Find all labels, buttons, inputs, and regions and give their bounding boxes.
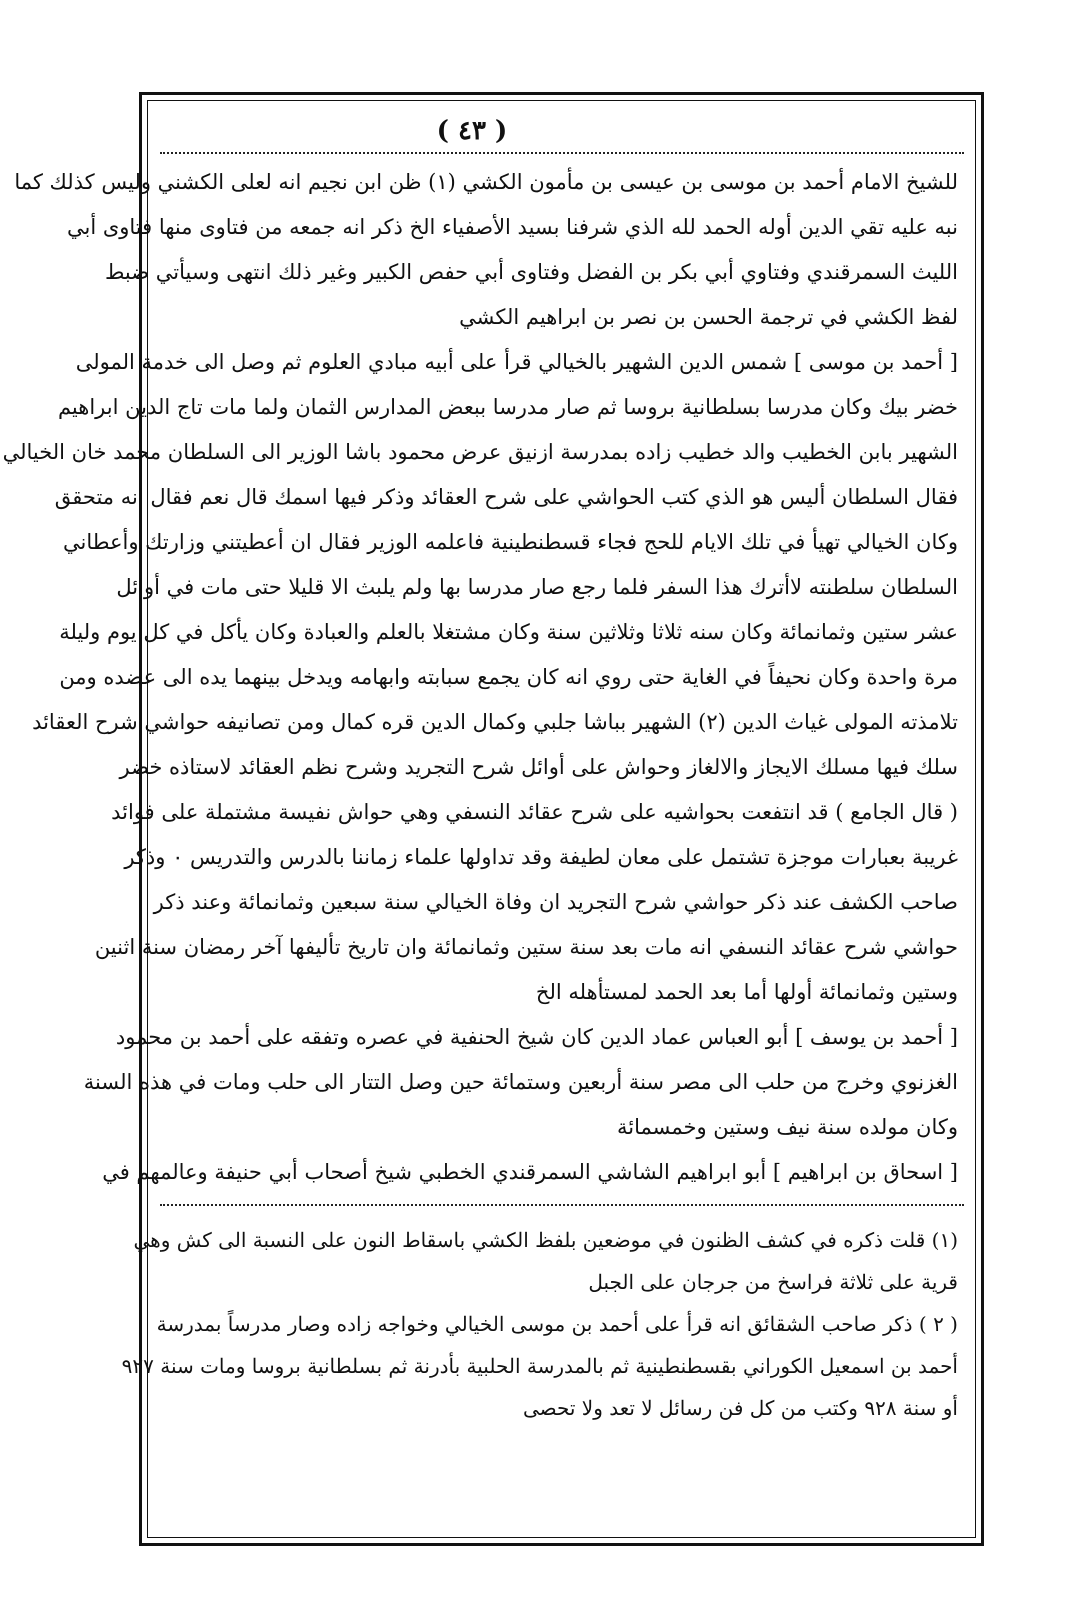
body-line: الشهير بابن الخطيب والد خطيب زاده بمدرسة ازنيق عرض محمود باشا الوزير الى السلطان محمد خان الخيالي bbox=[2, 440, 958, 464]
footnote-line: ( ٢ ) ذكر صاحب الشقائق انه قرأ على أحمد بن موسى الخيالي وخواجه زاده وصار مدرساً بمدرسة bbox=[156, 1312, 958, 1336]
body-line: خضر بيك وكان مدرسا بسلطانية بروسا ثم صار مدرسا ببعض المدارس الثمان ولما مات تاج الدين ابراهيم bbox=[57, 395, 958, 419]
header-rule bbox=[160, 152, 964, 154]
body-line: صاحب الكشف عند ذكر حواشي شرح التجريد ان وفاة الخيالي سنة سبعين وثمانمائة وعند ذكر bbox=[153, 890, 958, 914]
body-line: لفظ الكشي في ترجمة الحسن بن نصر بن ابراهيم الكشي bbox=[459, 305, 958, 329]
entry-heading-line: [ أحمد بن موسى ] شمس الدين الشهير بالخيالي قرأ على أبيه مبادي العلوم ثم وصل الى خدمة المولى bbox=[75, 350, 958, 374]
body-line: تلامذته المولى غياث الدين (٢) الشهير بباشا جلبي وكمال الدين قره كمال ومن تصانيفه حواشي شرح العقائد bbox=[32, 710, 958, 734]
body-line: عشر ستين وثمانمائة وكان سنه ثلاثا وثلاثين سنة وكان مشتغلا بالعلم والعبادة وكان يأكل في كل يوم وليلة bbox=[59, 620, 958, 644]
body-line: سلك فيها مسلك الايجاز والالغاز وحواش على أوائل شرح التجريد وشرح نظم العقائد لاستاذه خضر bbox=[119, 755, 958, 779]
body-line: غريبة بعبارات موجزة تشتمل على معان لطيفة وقد تداولها علماء زماننا بالدرس والتدريس ٠ وذكر bbox=[124, 845, 958, 869]
footnote-line: قرية على ثلاثة فراسخ من جرجان على الجبل bbox=[588, 1270, 958, 1294]
entry-heading-line: [ اسحاق بن ابراهيم ] أبو ابراهيم الشاشي السمرقندي الخطبي شيخ أصحاب أبي حنيفة وعالمهم في bbox=[102, 1160, 958, 1184]
body-line: الليث السمرقندي وفتاوي أبي بكر بن الفضل وفتاوى أبي حفص الكبير وغير ذلك انتهى وسيأتي ضبط bbox=[104, 260, 958, 284]
body-line: ( قال الجامع ) قد انتفعت بحواشيه على شرح عقائد النسفي وهي حواش نفيسة مشتملة على فوائد bbox=[111, 800, 958, 824]
body-line: حواشي شرح عقائد النسفي انه مات بعد سنة ستين وثمانمائة وان تاريخ تأليفها آخر رمضان سنة اثنين bbox=[94, 935, 958, 959]
page-content bbox=[2, 112, 964, 1532]
footnote-line: أحمد بن اسمعيل الكوراني بقسطنطينية ثم بالمدرسة الحلبية بأدرنة ثم بسلطانية بروسا ومات سنة ٩٢٧ bbox=[121, 1354, 958, 1378]
footnote-line: (١) قلت ذكره في كشف الظنون في موضعين بلفظ الكشي باسقاط النون على النسبة الى كش وهي bbox=[133, 1228, 958, 1252]
body-line: وكان مولده سنة نيف وستين وخمسمائة bbox=[616, 1115, 958, 1139]
body-line: السلطان سلطنته لاأترك هذا السفر فلما رجع صار مدرسا بها ولم يلبث الا قليلا حتى مات في أوائل bbox=[116, 575, 958, 599]
entry-heading-line: [ أحمد بن يوسف ] أبو العباس عماد الدين كان شيخ الحنفية في عصره وتفقه على أحمد بن محمود bbox=[115, 1025, 958, 1049]
body-line: نبه عليه تقي الدين أوله الحمد لله الذي شرفنا بسيد الأصفياء الخ ذكر انه جمعه من فتاوى منها فتاوى أبي bbox=[66, 215, 958, 239]
body-line: وستين وثمانمائة أولها أما بعد الحمد لمستأهله الخ bbox=[535, 980, 958, 1004]
footnote-line: أو سنة ٩٢٨ وكتب من كل فن رسائل لا تعد ولا تحصى bbox=[522, 1396, 958, 1420]
body-line: الغزنوي وخرج من حلب الى مصر سنة أربعين وستمائة حين وصل التتار الى حلب ومات في هذه السنة bbox=[83, 1070, 958, 1094]
page-number: ( ٤٣ ) bbox=[436, 116, 508, 146]
body-line: للشيخ الامام أحمد بن موسى بن عيسى بن مأمون الكشي (١) ظن ابن نجيم انه لعلى الكشني وليس كذلك كما bbox=[14, 170, 958, 194]
footnote-rule bbox=[160, 1204, 964, 1206]
body-line: فقال السلطان أليس هو الذي كتب الحواشي على شرح العقائد وذكر فيها اسمك قال نعم فقال انه متحقق bbox=[54, 485, 958, 509]
body-line: مرة واحدة وكان نحيفاً في الغاية حتى روي انه كان يجمع سبابته وابهامه ويدخل بينهما يده الى عضده ومن bbox=[59, 665, 958, 689]
body-line: وكان الخيالي تهيأ في تلك الايام للحج فجاء قسطنطينية فاعلمه الوزير فقال ان أعطيتني وزارتك وأعطاني bbox=[63, 530, 958, 554]
